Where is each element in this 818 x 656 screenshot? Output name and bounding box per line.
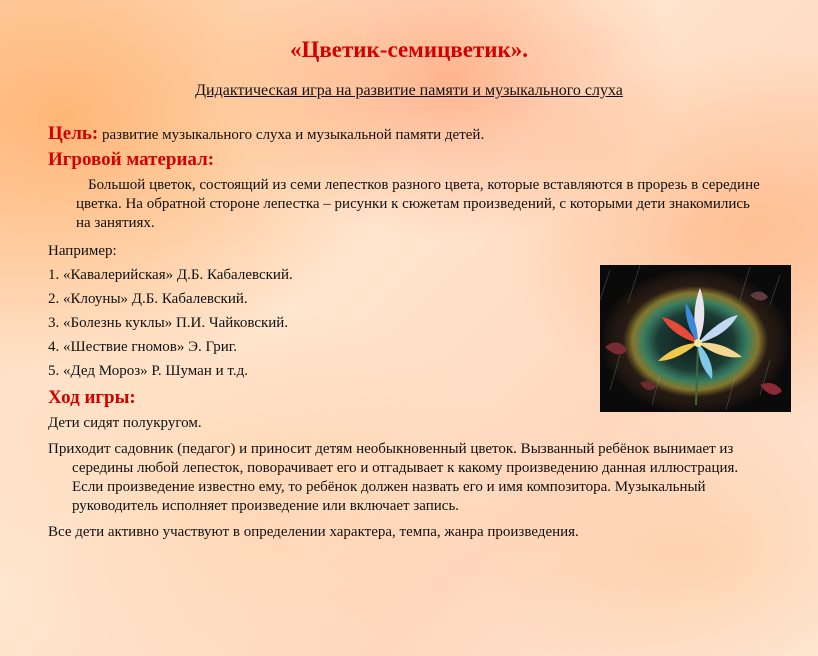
flower-illustration xyxy=(600,265,791,412)
page-subtitle: Дидактическая игра на развитие памяти и музыкального слуха xyxy=(195,82,623,99)
game-paragraph: Приходит садовник (педагог) и приносит детям необыкновенный цветок. Вызванный ребёнок вынимает из середины любой лепесток, поворачивает его и отгадывает к какому произведению данная иллюстрация. Если произведение известно ему, то ребёнок должен назвать его и имя композитора. Музыкальный руководитель исполняет произведение или включает запись. xyxy=(48,441,739,514)
goal-line xyxy=(48,124,778,145)
flower-image xyxy=(600,265,791,412)
example-item: 5. «Дед Мороз» Р. Шуман и т.д. xyxy=(48,363,248,379)
example-item: 4. «Шествие гномов» Э. Григ. xyxy=(48,339,237,355)
example-item: 2. «Клоуны» Д.Б. Кабалевский. xyxy=(48,291,248,307)
goal-label: Цель: xyxy=(48,123,99,144)
material-heading: Игровой материал: xyxy=(48,149,215,170)
material-text: Большой цветок, состоящий из семи лепестков разного цвета, которые вставляются в прорезь в середине цветка. На обратной стороне лепестка – рисунки к сюжетам произведений, с которыми дети знакомились на занятиях. xyxy=(76,177,760,231)
game-paragraph: Все дети активно участвуют в определении характера, темпа, жанра произведения. xyxy=(48,524,579,540)
game-heading: Ход игры: xyxy=(48,387,136,408)
example-item: 3. «Болезнь куклы» П.И. Чайковский. xyxy=(48,315,289,331)
game-paragraph: Дети сидят полукругом. xyxy=(48,415,202,431)
example-item: 1. «Кавалерийская» Д.Б. Кабалевский. xyxy=(48,267,293,283)
goal-text: развитие музыкального слуха и музыкальной памяти детей. xyxy=(98,127,485,143)
examples-label: Например: xyxy=(48,243,117,259)
page-title: «Цветик-семицветик». xyxy=(289,37,529,62)
